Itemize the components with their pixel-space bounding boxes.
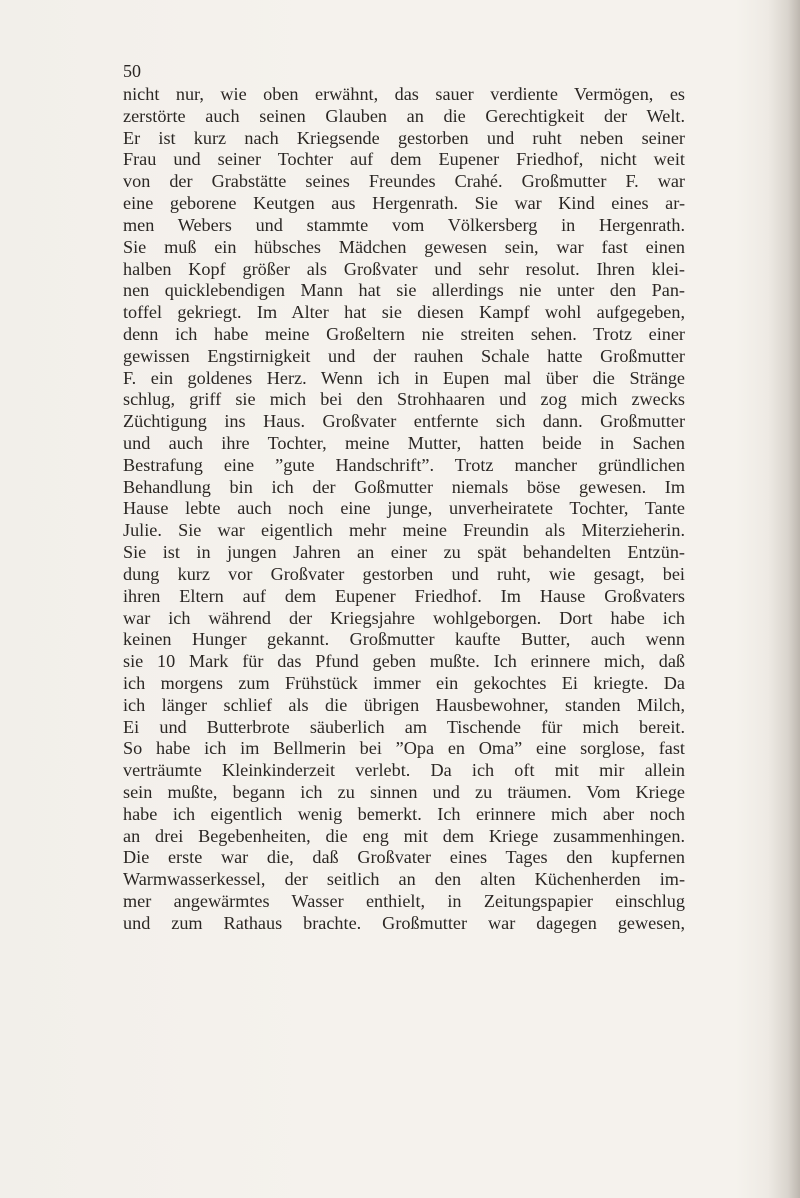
text-line: nen quicklebendigen Mann hat sie allerdings nie unter den Pan- xyxy=(123,280,685,301)
text-line: men Webers und stammte vom Völkersberg in Hergenrath. xyxy=(123,214,685,235)
text-line: Julie. Sie war eigentlich mehr meine Freundin als Miterzieherin. xyxy=(123,520,685,541)
text-line: keinen Hunger gekannt. Großmutter kaufte Butter, auch wenn xyxy=(123,629,685,650)
text-line: Frau und seiner Tochter auf dem Eupener Friedhof, nicht weit xyxy=(123,149,685,170)
page-number: 50 xyxy=(123,61,141,81)
text-line: und zum Rathaus brachte. Großmutter war dagegen gewesen, xyxy=(123,912,685,933)
text-line: Bestrafung eine ”gute Handschrift”. Trotz mancher gründlichen xyxy=(123,454,685,475)
text-line: ich morgens zum Frühstück immer ein gekochtes Ei kriegte. Da xyxy=(123,672,685,693)
text-line: sie 10 Mark für das Pfund geben mußte. Ich erinnere mich, daß xyxy=(123,651,685,672)
text-line: Warmwasserkessel, der seitlich an den alten Küchenherden im- xyxy=(123,869,685,890)
text-line: halben Kopf größer als Großvater und sehr resolut. Ihren klei- xyxy=(123,258,685,279)
text-line: schlug, griff sie mich bei den Strohhaaren und zog mich zwecks xyxy=(123,389,685,410)
text-line: toffel gekriegt. Im Alter hat sie diesen Kampf wohl aufgegeben, xyxy=(123,302,685,323)
text-line: Hause lebte auch noch eine junge, unverheiratete Tochter, Tante xyxy=(123,498,685,519)
text-line: So habe ich im Bellmerin bei ”Opa en Oma” eine sorglose, fast xyxy=(123,738,685,759)
text-line: war ich während der Kriegsjahre wohlgeborgen. Dort habe ich xyxy=(123,607,685,628)
body-text xyxy=(123,84,685,935)
text-line: Sie muß ein hübsches Mädchen gewesen sein, war fast einen xyxy=(123,236,685,257)
text-line: denn ich habe meine Großeltern nie streiten sehen. Trotz einer xyxy=(123,323,685,344)
text-line: eine geborene Keutgen aus Hergenrath. Sie war Kind eines ar- xyxy=(123,193,685,214)
text-line: an drei Begebenheiten, die eng mit dem Kriege zusammenhingen. xyxy=(123,825,685,846)
text-line: mer angewärmtes Wasser enthielt, in Zeitungspapier einschlug xyxy=(123,891,685,912)
text-line: und auch ihre Tochter, meine Mutter, hatten beide in Sachen xyxy=(123,433,685,453)
text-line: sein mußte, begann ich zu sinnen und zu träumen. Vom Kriege xyxy=(123,782,685,802)
text-line: Die erste war die, daß Großvater eines Tages den kupfernen xyxy=(123,847,685,868)
text-line: gewissen Engstirnigkeit und der rauhen Schale hatte Großmutter xyxy=(123,345,685,366)
text-line: zerstörte auch seinen Glauben an die Gerechtigkeit der Welt. xyxy=(123,105,685,126)
text-line: nicht nur, wie oben erwähnt, das sauer verdiente Vermögen, es xyxy=(123,84,685,104)
text-line: von der Grabstätte seines Freundes Crahé. Großmutter F. war xyxy=(123,171,685,192)
text-line: verträumte Kleinkinderzeit verlebt. Da ich oft mit mir allein xyxy=(123,760,685,781)
text-line: Sie ist in jungen Jahren an einer zu spät behandelten Entzün- xyxy=(123,542,685,563)
text-line: Züchtigung ins Haus. Großvater entfernte sich dann. Großmutter xyxy=(123,411,685,432)
text-line: Er ist kurz nach Kriegsende gestorben und ruht neben seiner xyxy=(123,127,685,148)
text-line: Behandlung bin ich der Goßmutter niemals böse gewesen. Im xyxy=(123,476,685,497)
text-line: ich länger schlief als die übrigen Hausbewohner, standen Milch, xyxy=(123,694,685,715)
text-line: ihren Eltern auf dem Eupener Friedhof. Im Hause Großvaters xyxy=(123,585,685,606)
text-line: habe ich eigentlich wenig bemerkt. Ich erinnere mich aber noch xyxy=(123,803,685,824)
text-line: F. ein goldenes Herz. Wenn ich in Eupen mal über die Stränge xyxy=(123,367,685,388)
text-line: Ei und Butterbrote säuberlich am Tischende für mich bereit. xyxy=(123,716,685,737)
text-line: dung kurz vor Großvater gestorben und ruht, wie gesagt, bei xyxy=(123,563,685,584)
